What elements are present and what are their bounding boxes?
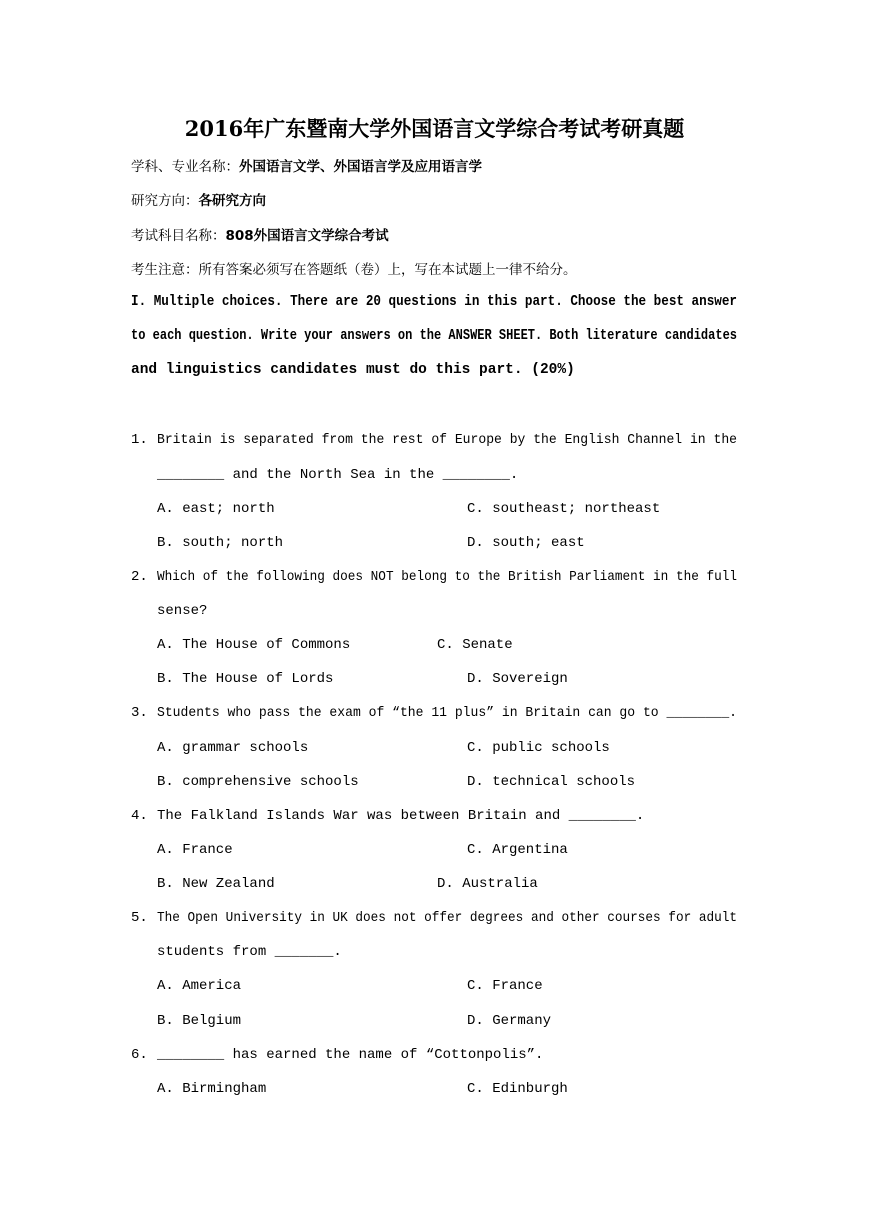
question-text: Students who pass the exam of “the 11 plus” in Britain can go to ________. — [157, 705, 737, 721]
option-c: C. Senate — [437, 637, 513, 653]
option-b: B. Belgium — [157, 1013, 242, 1029]
question-text-cont: students from _______. — [157, 944, 342, 960]
section-line-2: to each question. Write your answers on the ANSWER SHEET. Both literature candidates — [131, 328, 737, 344]
major-line — [131, 157, 741, 177]
question-number: 2. — [131, 569, 148, 585]
option-d: D. Australia — [437, 876, 538, 892]
section-line-1: I. Multiple choices. There are 20 questions in this part. Choose the best answer — [131, 294, 737, 310]
option-a: A. America — [157, 978, 242, 994]
option-b: B. New Zealand — [157, 876, 275, 892]
major-value: 外国语言文学、外国语言学及应用语言学 — [239, 159, 482, 175]
option-a: A. France — [157, 842, 233, 858]
option-d: D. Germany — [467, 1013, 552, 1029]
question-number: 1. — [131, 432, 148, 448]
question-text: Britain is separated from the rest of Europe by the English Channel in the — [157, 432, 737, 448]
option-b: B. The House of Lords — [157, 671, 334, 687]
option-a: A. Birmingham — [157, 1081, 267, 1097]
notice-line: 考生注意：所有答案必须写在答题纸（卷）上，写在本试题上一律不给分。 — [131, 262, 577, 278]
section-line-3: and linguistics candidates must do this part. (20%) — [131, 362, 575, 378]
subject-label: 考试科目名称： — [131, 228, 226, 244]
option-c: C. southeast; northeast — [467, 501, 661, 517]
option-c: C. France — [467, 978, 543, 994]
question-text: ________ has earned the name of “Cottonpolis”. — [157, 1047, 544, 1063]
subject-value: 808外国语言文学综合考试 — [225, 228, 389, 244]
direction-line — [131, 191, 741, 211]
question-text-cont: sense? — [157, 603, 208, 619]
option-c: C. public schools — [467, 740, 610, 756]
option-c: C. Edinburgh — [467, 1081, 568, 1097]
direction-value: 各研究方向 — [198, 193, 266, 209]
question-text: The Open University in UK does not offer degrees and other courses for adult — [157, 910, 737, 926]
option-c: C. Argentina — [467, 842, 568, 858]
direction-label: 研究方向： — [131, 193, 199, 209]
page-title: 2016年广东暨南大学外国语言文学综合考试考研真题 — [184, 116, 685, 141]
option-a: A. The House of Commons — [157, 637, 351, 653]
subject-line — [131, 226, 741, 246]
question-number: 3. — [131, 705, 148, 721]
question-number: 4. — [131, 808, 148, 824]
question-text: Which of the following does NOT belong to the British Parliament in the full — [157, 569, 737, 585]
option-d: D. south; east — [467, 535, 585, 551]
option-a: A. east; north — [157, 501, 275, 517]
option-d: D. technical schools — [467, 774, 636, 790]
option-b: B. comprehensive schools — [157, 774, 359, 790]
question-number: 5. — [131, 910, 148, 926]
option-a: A. grammar schools — [157, 740, 309, 756]
major-label: 学科、专业名称： — [131, 159, 239, 175]
option-b: B. south; north — [157, 535, 284, 551]
question-text: The Falkland Islands War was between Britain and ________. — [157, 808, 645, 824]
question-text-cont: ________ and the North Sea in the ________. — [157, 467, 519, 483]
option-d: D. Sovereign — [467, 671, 568, 687]
question-number: 6. — [131, 1047, 148, 1063]
